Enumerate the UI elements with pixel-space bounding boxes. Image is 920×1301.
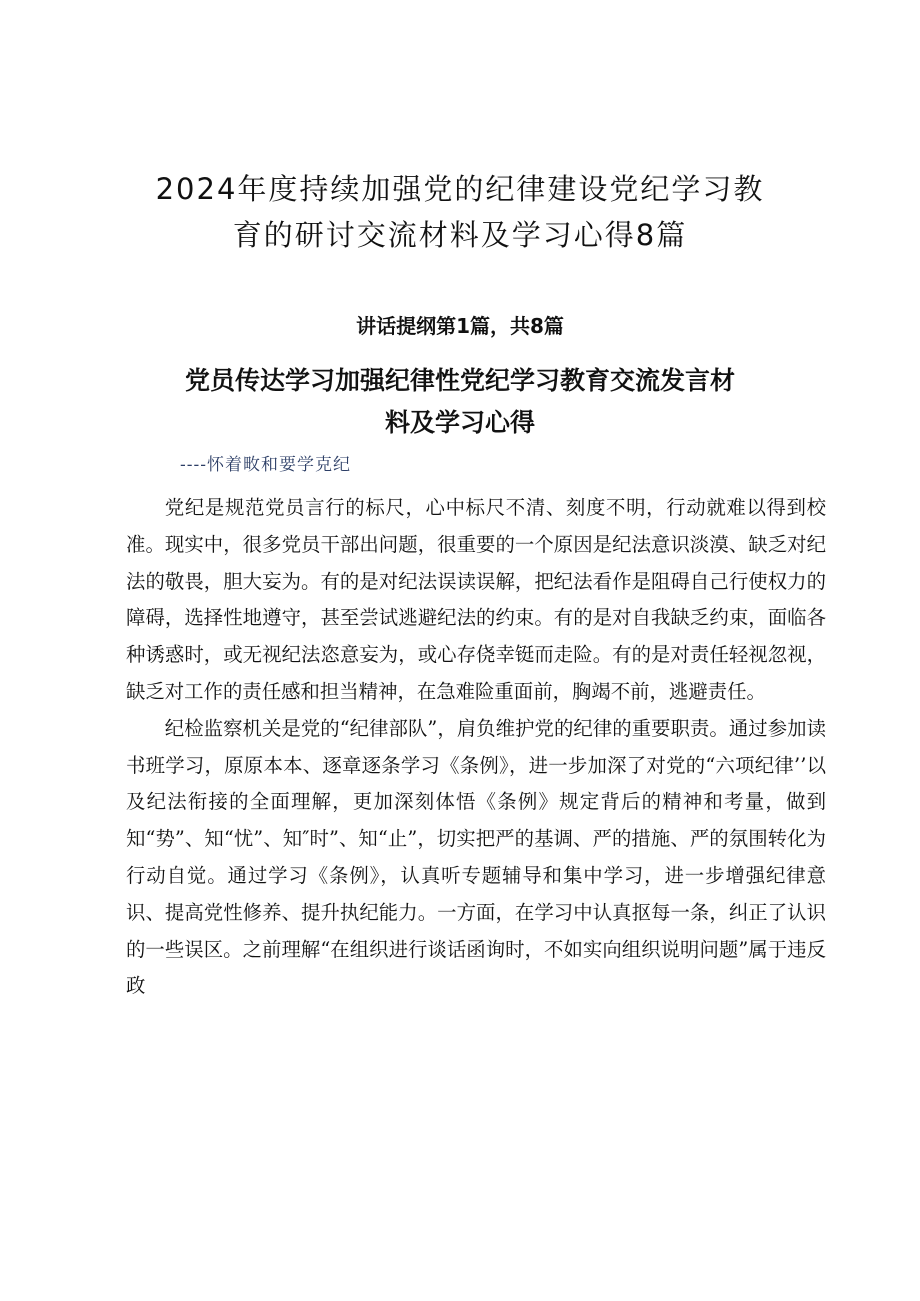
document-title-line-2: 育的研讨交流材料及学习心得8篇 xyxy=(232,218,688,252)
article-body xyxy=(126,490,826,1005)
article-title-line-2: 料及学习心得 xyxy=(384,408,535,437)
document-title xyxy=(120,166,800,258)
body-paragraph: 党纪是规范党员言行的标尺，心中标尺不清、刻度不明，行动就难以得到校准。现实中，很多党员干部出问题，很重要的一个原因是纪法意识淡漠、缺乏对纪法的敬畏，胆大妄为。有的是对纪法误读误解，把纪法看作是阻碍自己行使权力的障碍，选择性地遵守，甚至尝试逃避纪法的约束。有的是对自我缺乏约束，面临各种诱惑时，或无视纪法恣意妄为，或心存侥幸铤而走险。有的是对责任轻视忽视，缺乏对工作的责任感和担当精神，在急难险重面前，胸竭不前，逃避责任。 xyxy=(126,496,826,703)
section-label: 讲话提纲第1篇，共8篇 xyxy=(356,314,564,338)
article-title xyxy=(140,360,780,444)
article-tagline: ----怀着畋和要学克纪 xyxy=(180,455,351,475)
document-title-line-1: 2024年度持续加强党的纪律建设党纪学习教 xyxy=(155,172,765,206)
body-paragraph: 纪检监察机关是党的“纪律部队”，肩负维护党的纪律的重要职责。通过参加读书班学习，原原本本、逐章逐条学习《条例》，进一步加深了对党的“六项纪律’’以及纪法衔接的全面理解，更加深刻体悟《条例》规定背后的精神和考量，做到知“势”、知“忧”、知″时”、知“止”，切实把严的基调、严的措施、严的氛围转化为行动自觉。通过学习《条例》，认真听专题辅导和集中学习，进一步增强纪律意识、提高党性修养、提升执纪能力。一方面，在学习中认真抠每一条，纠正了认识的一些误区。之前理解“在组织进行谈话函询时，不如实向组织说明问题”属于违反政 xyxy=(126,716,826,998)
article-title-line-1: 党员传达学习加强纪律性党纪学习教育交流发言材 xyxy=(184,366,735,395)
